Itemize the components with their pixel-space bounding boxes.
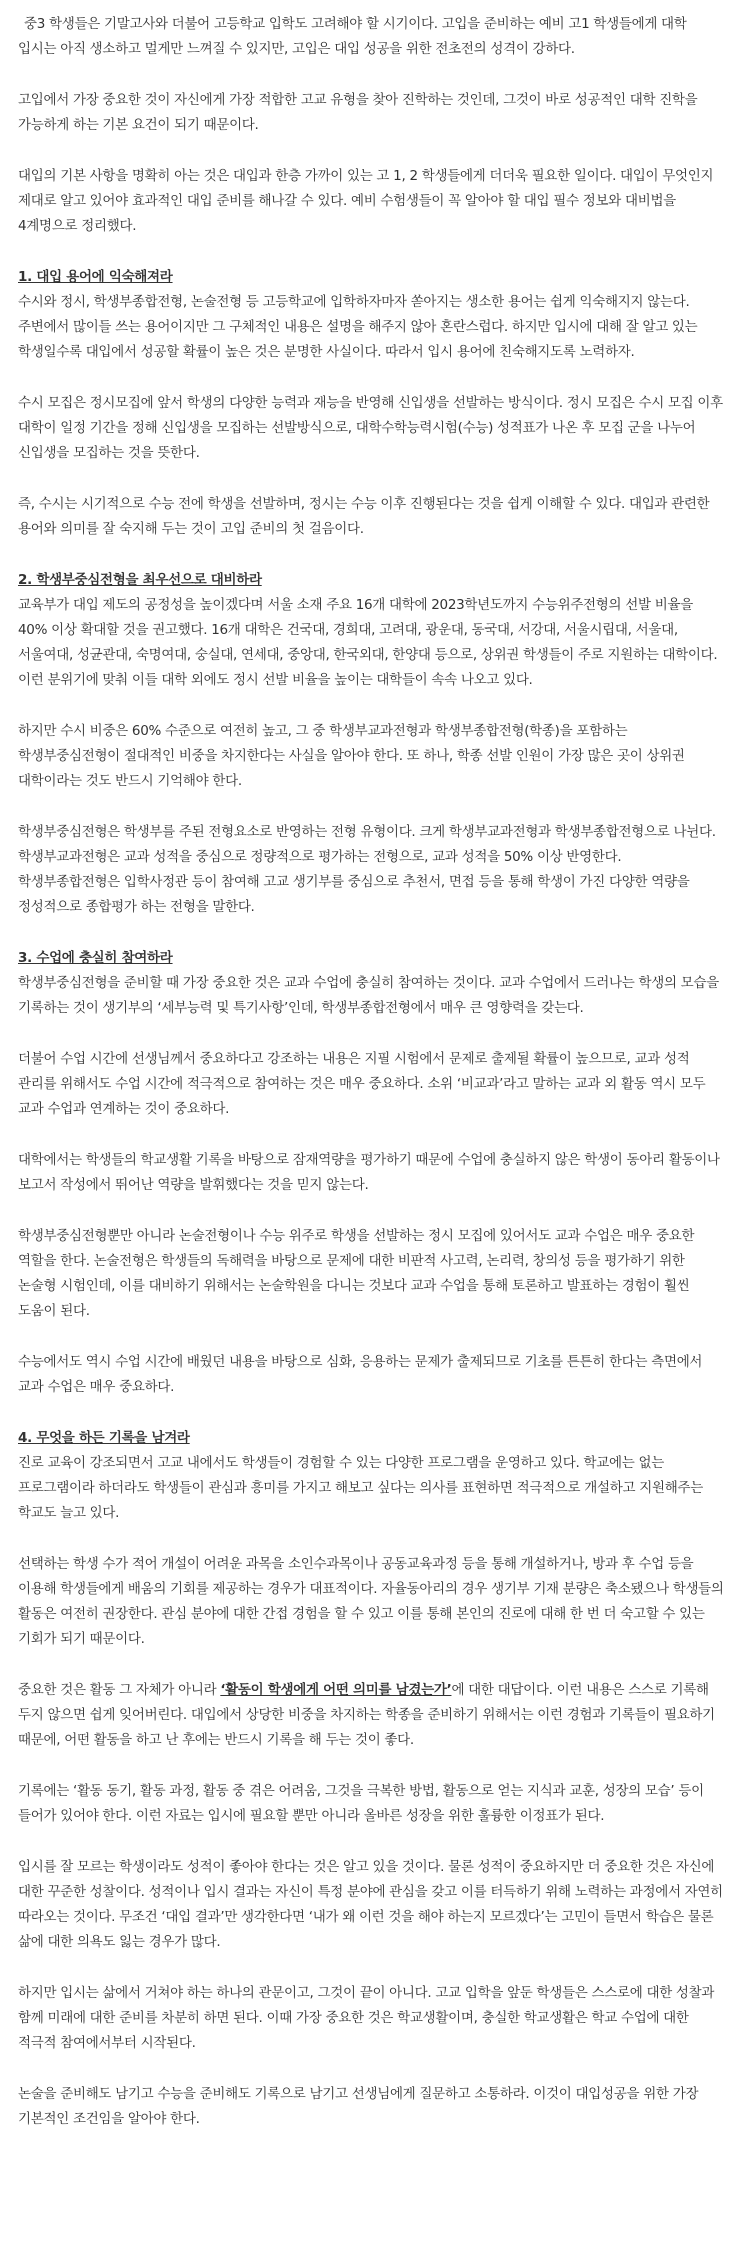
section-3-paragraph-2: 더불어 수업 시간에 선생님께서 중요하다고 강조하는 내용은 지필 시험에서 문제로 출제될 확률이 높으므로, 교과 성적 관리를 위해서도 수업 시간에 적극적으로 참여하는 것은 매우 중요하다. 소위 ‘비교과’라고 말하는 교과 외 활동 역시 모두 교과 수업과 연계하는 것이 중요하다. (18, 1051, 706, 1117)
section-2-text-1: 교육부가 대입 제도의 공정성을 높이겠다며 서울 소재 주요 16개 대학에 2023학년도까지 수능위주전형의 선발 비율을 40% 이상 확대할 것을 권고했다. 16개 대학은 건국대, 경희대, 고려대, 광운대, 동국대, 서강대, 서울시립대, 서울대, 서울여대, 성균관대, 숙명여대, 숭실대, 연세대, 중앙대, 한국외대, 한양대 등으로, 상위권 학생들이 주로 지원하는 대학이다. 이런 분위기에 맞춰 이들 대학 외에도 정시 선발 비율을 높이는 대학들이 속속 나오고 있다. (18, 597, 718, 688)
section-1-paragraph-3: 즉, 수시는 시기적으로 수능 전에 학생을 선발하며, 정시는 수능 이후 진행된다는 것을 쉽게 이해할 수 있다. 대입과 관련한 용어와 의미를 잘 숙지해 두는 것이 고입 준비의 첫 걸음이다. (18, 496, 710, 537)
section-2-paragraph-2: 하지만 수시 비중은 60% 수준으로 여전히 높고, 그 중 학생부교과전형과 학생부종합전형(학종)을 포함하는 학생부중심전형이 절대적인 비중을 차지한다는 사실을 알아야 한다. 또 하나, 학종 선발 인원이 가장 많은 곳이 상위권 대학이라는 것도 반드시 기억해야 한다. (18, 723, 685, 789)
section-3-paragraph-4: 학생부중심전형뿐만 아니라 논술전형이나 수능 위주로 학생을 선발하는 정시 모집에 있어서도 교과 수업은 매우 중요한 역할을 한다. 논술전형은 학생들의 독해력을 바탕으로 문제에 대한 비판적 사고력, 논리력, 창의성 등을 평가하기 위한 논술형 시험인데, 이를 대비하기 위해서는 논술학원을 다니는 것보다 교과 수업을 통해 토론하고 발표하는 경험이 훨씬 도움이 된다. (18, 1228, 695, 1319)
section-3 (18, 946, 725, 1400)
section-1-paragraph-1 (18, 265, 725, 365)
section-3-paragraph-3: 대학에서는 학생들의 학교생활 기록을 바탕으로 잠재역량을 평가하기 때문에 수업에 충실하지 않은 학생이 동아리 활동이나 보고서 작성에서 뛰어난 역량을 발휘했다는 것을 믿지 않는다. (18, 1152, 720, 1193)
section-2-paragraph-1 (18, 568, 725, 693)
section-1-text-1: 수시와 정시, 학생부종합전형, 논술전형 등 고등학교에 입학하자마자 쏟아지는 생소한 용어는 쉽게 익숙해지지 않는다. 주변에서 많이들 쓰는 용어이지만 그 구체적인 내용은 설명을 해주지 않아 혼란스럽다. 하지만 입시에 대해 잘 알고 있는 학생일수록 대입에서 성공할 확률이 높은 것은 분명한 사실이다. 따라서 입시 용어에 친숙해지도록 노력하자. (18, 294, 698, 360)
section-4-heading: 4. 무엇을 하든 기록을 남겨라 (18, 1430, 190, 1446)
section-4-paragraph-1 (18, 1426, 725, 1526)
emphasis-quote: ‘활동이 학생에게 어떤 의미를 남겼는가’ (220, 1682, 452, 1698)
intro-paragraph-1: 중3 학생들은 기말고사와 더불어 고등학교 입학도 고려해야 할 시기이다. 고입을 준비하는 예비 고1 학생들에게 대학 입시는 아직 생소하고 멀게만 느껴질 수 있지만, 고입은 대입 성공을 위한 전초전의 성격이 강하다. (18, 16, 687, 57)
section-4-paragraph-2: 선택하는 학생 수가 적어 개설이 어려운 과목을 소인수과목이나 공동교육과정 등을 통해 개설하거나, 방과 후 수업 등을 이용해 학생들에게 배움의 기회를 제공하는 경우가 대표적이다. 자율동아리의 경우 생기부 기재 분량은 축소됐으나 학생들의 활동은 여전히 권장한다. 관심 분야에 대한 간접 경험을 할 수 있고 이를 통해 본인의 진로에 대해 한 번 더 숙고할 수 있는 기회가 되기 때문이다. (18, 1556, 724, 1647)
section-1-paragraph-2: 수시 모집은 정시모집에 앞서 학생의 다양한 능력과 재능을 반영해 신입생을 선발하는 방식이다. 정시 모집은 수시 모집 이후 대학이 일정 기간을 정해 신입생을 모집하는 선발방식으로, 대학수학능력시험(수능) 성적표가 나온 후 모집 군을 나누어 신입생을 모집하는 것을 뜻한다. (18, 395, 723, 461)
section-3-paragraph-1 (18, 946, 725, 1021)
emphasis-after-text: 에 대한 대답이다. 이런 내용은 스스로 기록해 두지 않으면 쉽게 잊어버린다. 대입에서 상당한 비중을 차지하는 학종을 준비하기 위해서는 이런 경험과 기록들이 필요하기 때문에, 어떤 활동을 하고 난 후에는 반드시 기록을 해 두는 것이 좋다. (18, 1682, 715, 1748)
section-1-heading: 1. 대입 용어에 익숙해져라 (18, 269, 173, 285)
section-2-paragraph-3: 학생부중심전형은 학생부를 주된 전형요소로 반영하는 전형 유형이다. 크게 학생부교과전형과 학생부종합전형으로 나뉜다. 학생부교과전형은 교과 성적을 중심으로 정량적으로 평가하는 전형으로, 교과 성적을 50% 이상 반영한다. 학생부종합전형은 입학사정관 등이 참여해 고교 생기부를 중심으로 추천서, 면접 등을 통해 학생이 가진 다양한 역량을 정성적으로 종합평가 하는 전형을 말한다. (18, 824, 716, 915)
section-2 (18, 568, 725, 920)
emphasis-before-text: 중요한 것은 활동 그 자체가 아니라 (18, 1682, 221, 1698)
intro-paragraph-3: 대입의 기본 사항을 명확히 아는 것은 대입과 한층 가까이 있는 고 1, 2 학생들에게 더더욱 필요한 일이다. 대입이 무엇인지 제대로 알고 있어야 효과적인 대입 준비를 해나갈 수 있다. 예비 수험생들이 꼭 알아야 할 대입 필수 정보와 대비법을 4계명으로 정리했다. (18, 168, 714, 234)
section-3-paragraph-5: 수능에서도 역시 수업 시간에 배웠던 내용을 바탕으로 심화, 응용하는 문제가 출제되므로 기초를 튼튼히 한다는 측면에서 교과 수업은 매우 중요하다. (18, 1354, 703, 1395)
section-4-closing-3: 하지만 입시는 삶에서 거쳐야 하는 하나의 관문이고, 그것이 끝이 아니다. 고교 입학을 앞둔 학생들은 스스로에 대한 성찰과 함께 미래에 대한 준비를 차분히 하면 된다. 이때 가장 중요한 것은 학교생활이며, 충실한 학교생활은 학교 수업에 대한 적극적 참여에서부터 시작된다. (18, 1985, 715, 2051)
section-4 (18, 1426, 725, 2132)
section-1 (18, 265, 725, 542)
section-2-heading: 2. 학생부중심전형을 최우선으로 대비하라 (18, 572, 262, 588)
intro-paragraph-2: 고입에서 가장 중요한 것이 자신에게 가장 적합한 고교 유형을 찾아 진학하는 것인데, 그것이 바로 성공적인 대학 진학을 가능하게 하는 기본 요건이 되기 때문이다. (18, 92, 698, 133)
section-3-heading: 3. 수업에 충실히 참여하라 (18, 950, 173, 966)
section-4-closing-2: 입시를 잘 모르는 학생이라도 성적이 좋아야 한다는 것은 알고 있을 것이다. 물론 성적이 중요하지만 더 중요한 것은 자신에 대한 꾸준한 성찰이다. 성적이나 입시 결과는 자신이 특정 분야에 관심을 갖고 이를 터득하기 위해 노력하는 과정에서 자연히 따라오는 것이다. 무조건 ‘대입 결과’만 생각한다면 ‘내가 왜 이런 것을 해야 하는지 모르겠다’는 고민이 들면서 학습은 물론 삶에 대한 의욕도 잃는 경우가 많다. (18, 1859, 723, 1950)
section-4-text-1: 진로 교육이 강조되면서 고교 내에서도 학생들이 경험할 수 있는 다양한 프로그램을 운영하고 있다. 학교에는 없는 프로그램이라 하더라도 학생들이 관심과 흥미를 가지고 해보고 싶다는 의사를 표현하면 적극적으로 개설하고 지원해주는 학교도 늘고 있다. (18, 1455, 703, 1521)
section-4-closing-1: 기록에는 ‘활동 동기, 활동 과정, 활동 중 겪은 어려움, 그것을 극복한 방법, 활동으로 얻는 지식과 교훈, 성장의 모습’ 등이 들어가 있어야 한다. 이런 자료는 입시에 필요할 뿐만 아니라 올바른 성장을 위한 훌륭한 이정표가 된다. (18, 1783, 704, 1824)
section-3-text-1: 학생부중심전형을 준비할 때 가장 중요한 것은 교과 수업에 충실히 참여하는 것이다. 교과 수업에서 드러나는 학생의 모습을 기록하는 것이 생기부의 ‘세부능력 및 특기사항’인데, 학생부종합전형에서 매우 큰 영향력을 갖는다. (18, 975, 719, 1016)
section-4-emphasis-paragraph (18, 1678, 725, 1753)
section-4-closing-4: 논술을 준비해도 남기고 수능을 준비해도 기록으로 남기고 선생님에게 질문하고 소통하라. 이것이 대입성공을 위한 가장 기본적인 조건임을 알아야 한다. (18, 2086, 699, 2127)
